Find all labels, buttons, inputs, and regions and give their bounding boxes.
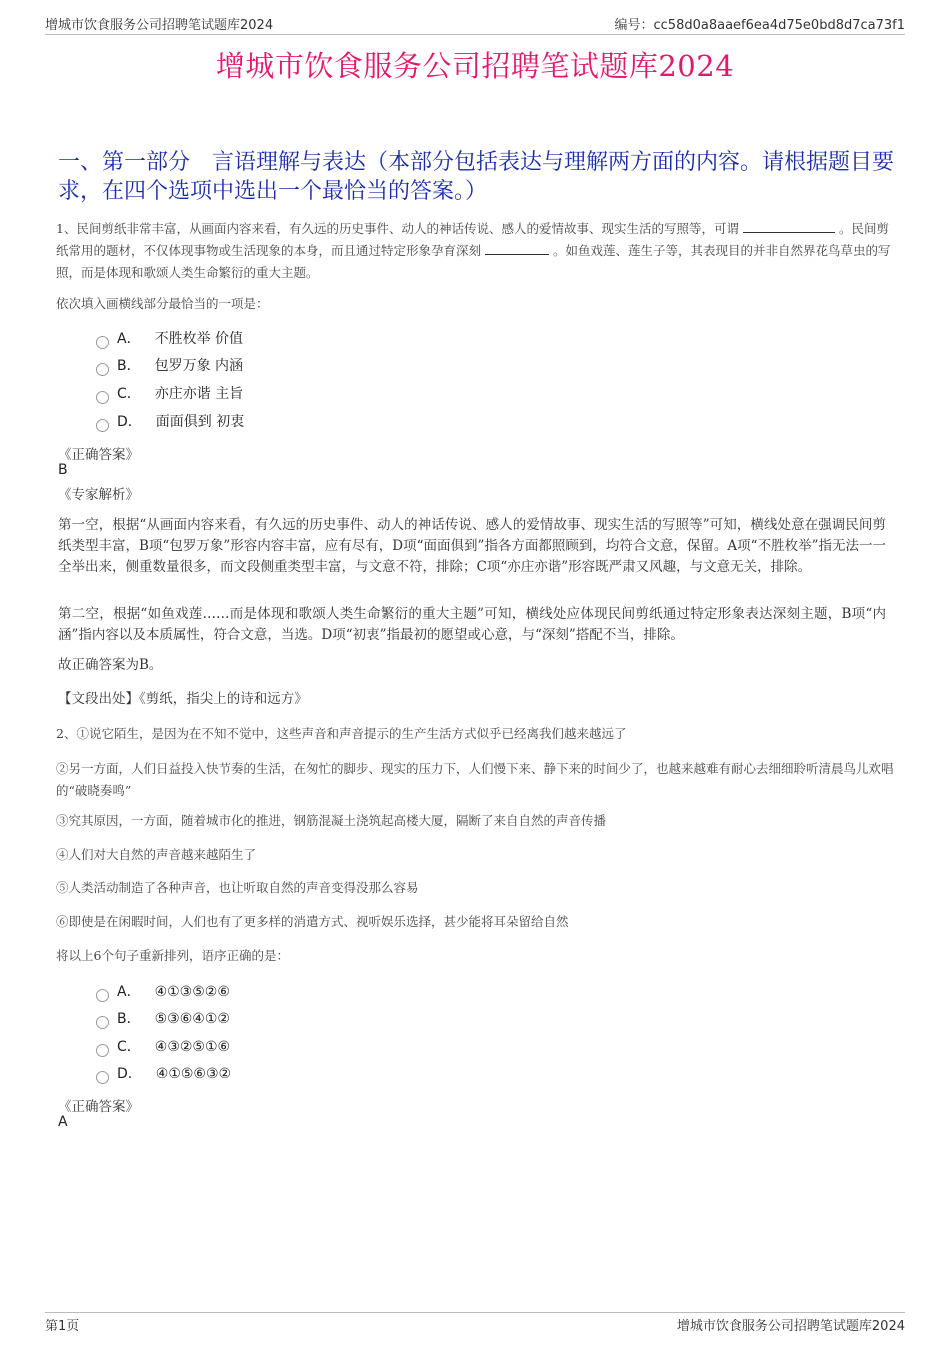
footer-title: 增城市饮食服务公司招聘笔试题库2024 — [676, 1319, 905, 1334]
q1-option-c[interactable] — [96, 384, 243, 404]
option-text: ④①③⑤②⑥ — [154, 984, 230, 1000]
q2-sentence-3: ③究其原因，一方面，随着城市化的推进，钢筋混凝土浇筑起高楼大厦，隔断了来自自然的声音传播 — [56, 813, 607, 828]
option-key: C． — [117, 1039, 141, 1055]
q2-prompt: 将以上6个句子重新排列，语序正确的是： — [56, 948, 289, 963]
q2-sentence-4: ④人们对大自然的声音越来越陌生了 — [56, 847, 257, 862]
option-text: ⑤③⑥④①② — [154, 1011, 230, 1027]
question-1-text-b: 。民间剪纸常用的题材，不仅体现事物或生活现象的本身，而且通过特定形象孕育深刻 — [56, 221, 889, 258]
header-document-id: 编号：cc58d0a8aaef6ea4d75e0bd8d7ca73f1 — [614, 18, 905, 33]
option-key: A． — [117, 984, 141, 1000]
radio-icon[interactable] — [96, 1016, 109, 1029]
option-key: D． — [117, 414, 142, 430]
option-text: 面面俱到 初衷 — [155, 414, 245, 430]
q1-source: 【文段出处】《剪纸，指尖上的诗和远方》 — [58, 691, 308, 707]
q1-analysis-paragraph-1: 第一空，根据“从画面内容来看，有久远的历史事件、动人的神话传说、感人的爱情故事、现实生活的写照等”可知，横线处意在强调民间剪纸类型丰富，B项“包罗万象”形容内容丰富，应有尽有，D项“面面俱到”指各方面都照顾到，均符合文意，保留。A项“不胜枚举”指无法一一全举出来，侧重数量很多，而文段侧重类型丰富，与文意不符，排除；C项“亦庄亦谐”形容既严肃又风趣，与文意无关，排除。 — [58, 517, 886, 575]
q1-answer-label: 《正确答案》 — [58, 447, 139, 463]
q2-sentence-5: ⑤人类活动制造了各种声音，也让听取自然的声音变得没那么容易 — [56, 880, 419, 895]
q1-answer: B — [58, 462, 68, 478]
question-1-blank-1 — [743, 220, 835, 233]
radio-icon[interactable] — [96, 363, 109, 376]
radio-icon[interactable] — [96, 391, 109, 404]
q2-option-a[interactable] — [96, 982, 230, 1002]
q2-option-b[interactable] — [96, 1009, 230, 1029]
page-footer — [45, 1312, 905, 1334]
option-key: D． — [117, 1066, 142, 1082]
radio-icon[interactable] — [96, 989, 109, 1002]
option-key: B． — [117, 358, 141, 374]
q2-option-d[interactable] — [96, 1064, 231, 1084]
option-text: 不胜枚举 价值 — [154, 331, 244, 347]
q1-analysis-paragraph-2: 第二空，根据“如鱼戏莲……而是体现和歌颂人类生命繁衍的重大主题”可知，横线处应体现民间剪纸通过特定形象表达深刻主题，B项“内涵”指内容以及本质属性，符合文意，当选。D项“初衷”指最初的愿望或心意，与“深刻”搭配不当，排除。 — [58, 606, 886, 643]
option-key: C． — [117, 386, 141, 402]
option-text: 包罗万象 内涵 — [154, 358, 244, 374]
q1-analysis-label: 《专家解析》 — [58, 487, 139, 503]
question-1-blank-2 — [485, 242, 549, 255]
option-key: B． — [117, 1011, 141, 1027]
q2-answer: A — [58, 1114, 68, 1130]
question-1-stem — [56, 218, 896, 284]
q2-sentence-2: ②另一方面，人们日益投入快节奏的生活，在匆忙的脚步、现实的压力下，人们慢下来、静下来的时间少了，也越来越难有耐心去细细聆听清晨鸟儿欢唱的“破晓奏鸣” — [56, 761, 894, 798]
q2-sentence-6: ⑥即使是在闲暇时间，人们也有了更多样的消遣方式、视听娱乐选择，甚少能将耳朵留给自然 — [56, 914, 569, 929]
question-1-prompt: 依次填入画横线部分最恰当的一项是： — [56, 296, 269, 311]
radio-icon[interactable] — [96, 1071, 109, 1084]
radio-icon[interactable] — [96, 419, 109, 432]
option-key: A． — [117, 331, 141, 347]
q1-option-d[interactable] — [96, 412, 244, 432]
header-left-title: 增城市饮食服务公司招聘笔试题库2024 — [45, 18, 274, 33]
radio-icon[interactable] — [96, 336, 109, 349]
q2-answer-label: 《正确答案》 — [58, 1099, 139, 1115]
option-text: 亦庄亦谐 主旨 — [154, 386, 244, 402]
radio-icon[interactable] — [96, 1044, 109, 1057]
q1-option-a[interactable] — [96, 329, 243, 349]
footer-page-number: 第1页 — [45, 1319, 80, 1334]
question-1-text-c: 。如鱼戏莲、莲生子等，其表现目的并非自然界花鸟草虫的写照，而是体现和歌颂人类生命繁衍的重大主题。 — [56, 243, 891, 280]
option-text: ④①⑤⑥③② — [155, 1066, 232, 1082]
q2-option-c[interactable] — [96, 1037, 230, 1057]
option-text: ④③②⑤①⑥ — [154, 1039, 231, 1055]
document-title: 增城市饮食服务公司招聘笔试题库2024 — [215, 49, 735, 83]
page-header — [45, 14, 905, 35]
question-1-text-a: 1、民间剪纸非常丰富，从画面内容来看，有久远的历史事件、动人的神话传说、感人的爱情故事、现实生活的写照等，可谓 — [56, 221, 739, 236]
section-title: 一、第一部分 言语理解与表达（本部分包括表达与理解两方面的内容。请根据题目要求，在四个选项中选出一个最恰当的答案。） — [58, 150, 895, 204]
q1-conclusion: 故正确答案为B。 — [58, 657, 163, 673]
q2-sentence-1: 2、①说它陌生，是因为在不知不觉中，这些声音和声音提示的生产生活方式似乎已经离我们越来越远了 — [56, 726, 627, 741]
q1-option-b[interactable] — [96, 356, 243, 376]
